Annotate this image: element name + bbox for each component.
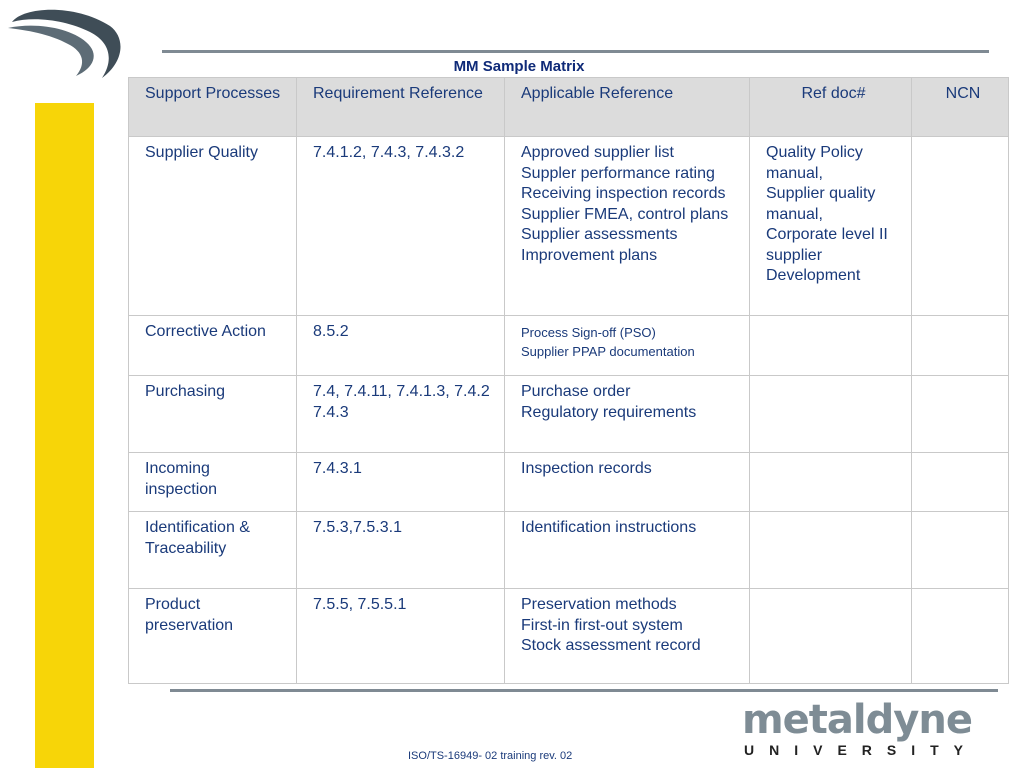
cell-line: Stock assessment record	[521, 637, 701, 654]
cell-requirement	[297, 376, 505, 453]
table-row	[129, 589, 1009, 684]
header-ref-doc: Ref doc#	[750, 78, 912, 137]
cell-ncn	[912, 316, 1009, 376]
cell-line: Supplier FMEA, control plans	[521, 205, 729, 223]
cell-requirement	[297, 137, 505, 316]
cell-applicable	[505, 453, 750, 512]
cell-line: Receiving inspection records	[521, 185, 726, 202]
cell-applicable	[505, 316, 750, 376]
cell-refdoc	[750, 376, 912, 453]
bottom-divider	[170, 689, 998, 692]
cell-line: 8.5.2	[313, 323, 349, 340]
cell-line: Purchase order	[521, 383, 631, 400]
footer-text: ISO/TS-16949- 02 training rev. 02	[408, 750, 573, 762]
cell-process: Product preservation	[129, 589, 297, 684]
metaldyne-logo	[742, 697, 979, 758]
cell-ncn	[912, 137, 1009, 316]
sample-matrix-table	[128, 77, 1009, 684]
header-applicable-reference: Applicable Reference	[505, 78, 750, 137]
cell-line: Identification instructions	[521, 519, 697, 536]
cell-refdoc	[750, 453, 912, 512]
cell-line: Process Sign-off (PSO)	[521, 325, 656, 340]
cell-applicable	[505, 376, 750, 453]
cell-line: 7.4, 7.4.11, 7.4.1.3, 7.4.2	[313, 383, 490, 400]
cell-line: Regulatory requirements	[521, 403, 697, 421]
table-row	[129, 453, 1009, 512]
accent-bar	[35, 103, 94, 768]
cell-process: Supplier Quality	[129, 137, 297, 316]
cell-line: Approved supplier list	[521, 144, 674, 161]
cell-line: 7.4.3.1	[313, 460, 362, 477]
logo-subtitle: UNIVERSITY	[744, 742, 979, 758]
cell-requirement	[297, 512, 505, 589]
cell-line: Quality Policy manual,	[766, 144, 863, 182]
cell-line: Preservation methods	[521, 596, 677, 613]
cell-line: 7.5.5, 7.5.5.1	[313, 596, 407, 613]
top-divider	[162, 50, 989, 53]
cell-process: Identification & Traceability	[129, 512, 297, 589]
cell-line: Corporate level II supplier Development	[766, 226, 888, 284]
cell-ncn	[912, 512, 1009, 589]
cell-process: Corrective Action	[129, 316, 297, 376]
cell-line: 7.5.3,7.5.3.1	[313, 519, 402, 536]
cell-requirement	[297, 589, 505, 684]
cell-ncn	[912, 376, 1009, 453]
cell-ncn	[912, 589, 1009, 684]
slide-title: MM Sample Matrix	[453, 58, 585, 75]
cell-line: Inspection records	[521, 460, 652, 477]
cell-requirement	[297, 453, 505, 512]
logo-wordmark: metaldyne	[742, 697, 972, 743]
cell-line: Supplier assessments	[521, 226, 678, 243]
cell-line: Supplier quality manual,	[766, 185, 876, 223]
cell-line: Suppler performance rating	[521, 164, 715, 182]
header-requirement-reference: Requirement Reference	[297, 78, 505, 137]
cell-ncn	[912, 453, 1009, 512]
cell-requirement	[297, 316, 505, 376]
cell-line: 7.4.3	[313, 403, 349, 421]
cell-applicable	[505, 137, 750, 316]
cell-line: Supplier PPAP documentation	[521, 344, 695, 359]
cell-refdoc	[750, 137, 912, 316]
cell-refdoc	[750, 589, 912, 684]
table-row	[129, 512, 1009, 589]
cell-process: Incoming inspection	[129, 453, 297, 512]
cell-refdoc	[750, 316, 912, 376]
cell-line: Improvement plans	[521, 246, 658, 264]
table-row	[129, 376, 1009, 453]
cell-applicable	[505, 589, 750, 684]
cell-process: Purchasing	[129, 376, 297, 453]
table-row	[129, 137, 1009, 316]
cell-applicable	[505, 512, 750, 589]
swoosh-logo-icon	[6, 4, 124, 86]
cell-refdoc	[750, 512, 912, 589]
header-support-processes: Support Processes	[129, 78, 297, 137]
table-row	[129, 316, 1009, 376]
cell-line: 7.4.1.2, 7.4.3, 7.4.3.2	[313, 144, 465, 161]
header-ncn: NCN	[912, 78, 1009, 137]
table-header-row	[129, 78, 1009, 137]
cell-line: First-in first-out system	[521, 616, 683, 634]
